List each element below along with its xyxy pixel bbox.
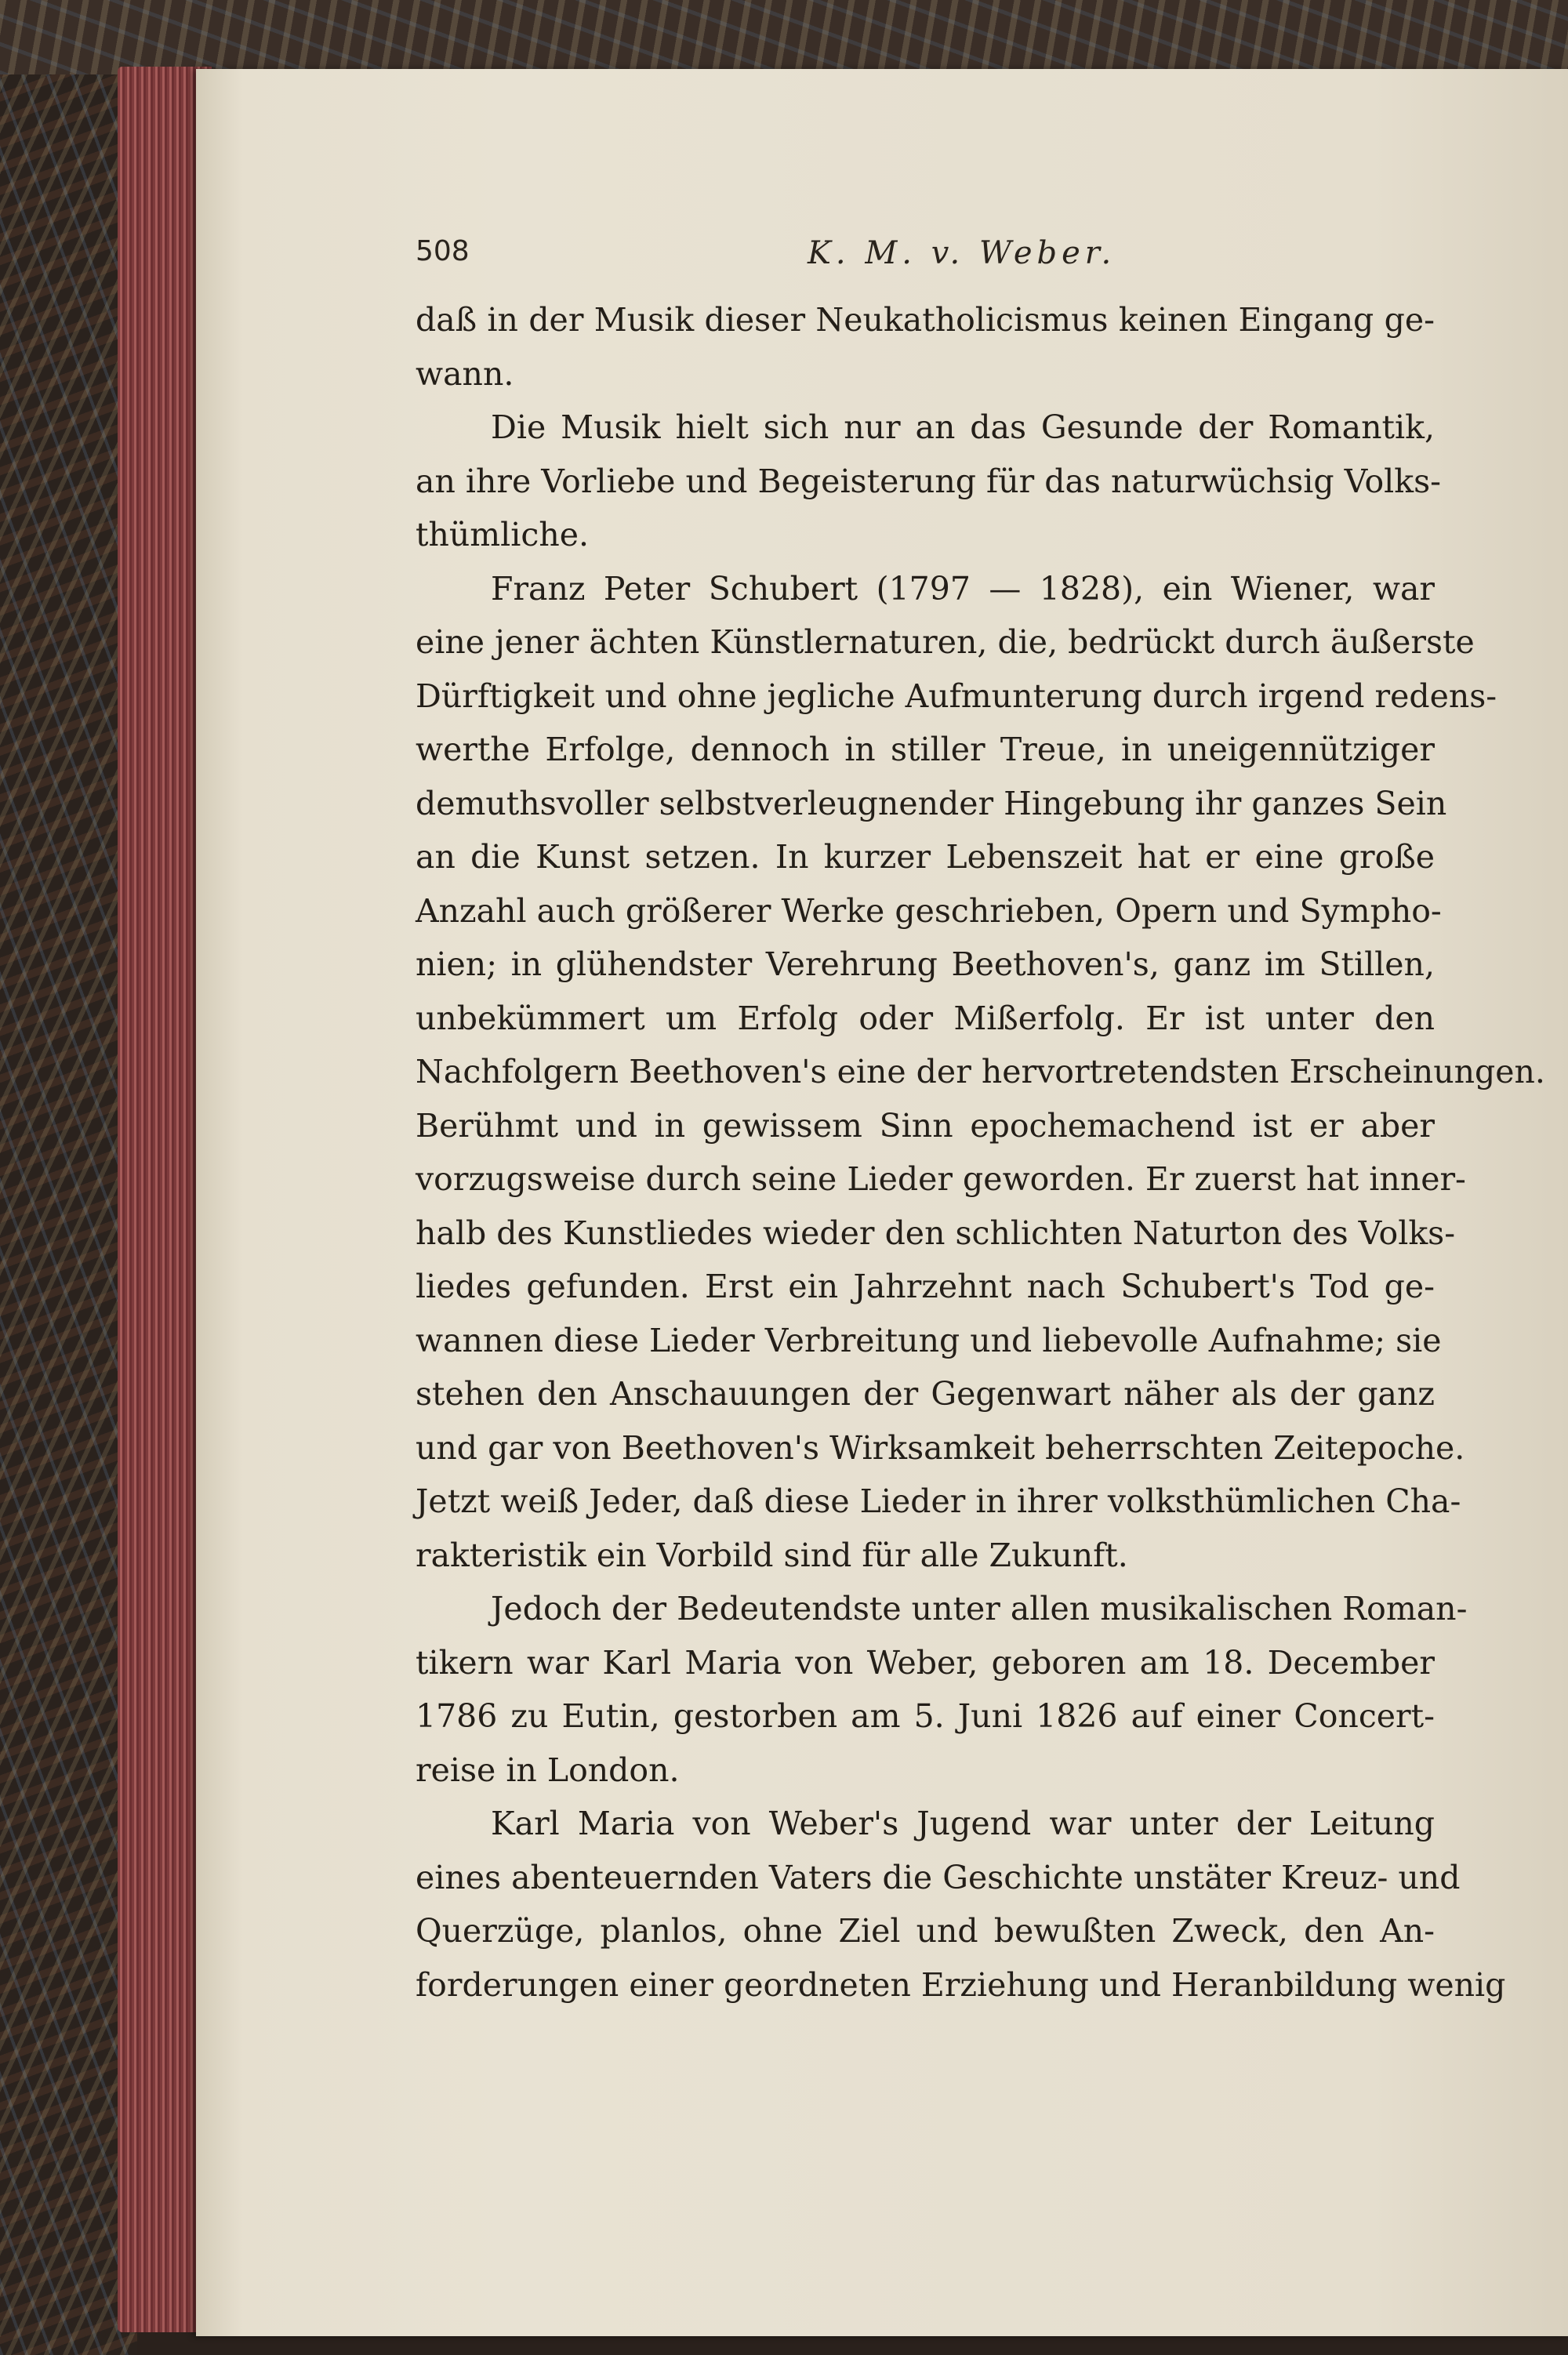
text-line: eines abenteuernden Vaters die Geschichte unstäter Kreuz- und bbox=[416, 1858, 1461, 1896]
text-line: eine jener ächten Künstlernaturen, die, bedrückt durch äußerste bbox=[416, 623, 1475, 661]
text-line: tikern war Karl Maria von Weber, geboren am 18. December bbox=[416, 1643, 1435, 1682]
text-line: werthe Erfolge, dennoch in stiller Treue, in uneigennütziger bbox=[416, 731, 1435, 768]
text-line: Jetzt weiß Jeder, daß diese Lieder in ihrer volksthümlichen Cha- bbox=[416, 1482, 1461, 1520]
cover-top-edge bbox=[0, 0, 1568, 74]
text-line: wannen diese Lieder Verbreitung und liebevolle Aufnahme; sie bbox=[416, 1321, 1442, 1359]
text-line: vorzugsweise durch seine Lieder geworden. Er zuerst hat inner- bbox=[416, 1160, 1466, 1198]
body-text bbox=[416, 293, 1545, 2012]
text-line: daß in der Musik dieser Neukatholicismus keinen Eingang ge- bbox=[416, 301, 1435, 339]
text-line: liedes gefunden. Erst ein Jahrzehnt nach Schubert's Tod ge- bbox=[416, 1268, 1435, 1305]
text-line: Nachfolgern Beethoven's eine der hervortretendsten Erscheinungen. bbox=[416, 1053, 1545, 1090]
text-line: reise in London. bbox=[416, 1751, 680, 1789]
page-number: 508 bbox=[416, 235, 470, 267]
text-line: an ihre Vorliebe und Begeisterung für das naturwüchsig Volks- bbox=[416, 462, 1442, 500]
marbled-cover bbox=[0, 0, 137, 2355]
text-line: halb des Kunstliedes wieder den schlichten Naturton des Volks- bbox=[416, 1214, 1456, 1252]
text-line: und gar von Beethoven's Wirksamkeit beherrschten Zeitepoche. bbox=[416, 1428, 1465, 1467]
text-line: Franz Peter Schubert (1797 — 1828), ein Wiener, war bbox=[491, 569, 1435, 608]
page-header bbox=[416, 235, 1435, 282]
text-line: stehen den Anschauungen der Gegenwart näher als der ganz bbox=[416, 1375, 1435, 1413]
text-line: forderungen einer geordneten Erziehung und Heranbildung wenig bbox=[416, 1965, 1506, 2004]
text-line: unbekümmert um Erfolg oder Mißerfolg. Er ist unter den bbox=[416, 999, 1435, 1037]
text-line: demuthsvoller selbstverleugnender Hingebung ihr ganzes Sein bbox=[416, 784, 1447, 822]
text-line: wann. bbox=[416, 354, 514, 393]
text-line: Anzahl auch größerer Werke geschrieben, Opern und Sympho- bbox=[416, 891, 1442, 930]
text-line: Berühmt und in gewissem Sinn epochemachend ist er aber bbox=[416, 1106, 1435, 1145]
text-line: Karl Maria von Weber's Jugend war unter der Leitung bbox=[491, 1805, 1435, 1842]
text-line: Die Musik hielt sich nur an das Gesunde der Romantik, bbox=[491, 408, 1435, 446]
text-line: Dürftigkeit und ohne jegliche Aufmunterung durch irgend redens- bbox=[416, 677, 1497, 715]
text-line: an die Kunst setzen. In kurzer Lebenszeit hat er eine große bbox=[416, 838, 1435, 876]
text-line: 1786 zu Eutin, gestorben am 5. Juni 1826 auf einer Concert- bbox=[416, 1697, 1435, 1735]
text-line: Querzüge, planlos, ohne Ziel und bewußten Zweck, den An- bbox=[416, 1912, 1435, 1950]
text-line: rakteristik ein Vorbild sind für alle Zukunft. bbox=[416, 1536, 1128, 1574]
running-head: K. M. v. Weber. bbox=[808, 235, 1116, 271]
text-line: Jedoch der Bedeutendste unter allen musikalischen Roman- bbox=[491, 1590, 1468, 1627]
text-line: nien; in glühendster Verehrung Beethoven's, ganz im Stillen, bbox=[416, 945, 1435, 983]
text-line: thümliche. bbox=[416, 516, 590, 553]
